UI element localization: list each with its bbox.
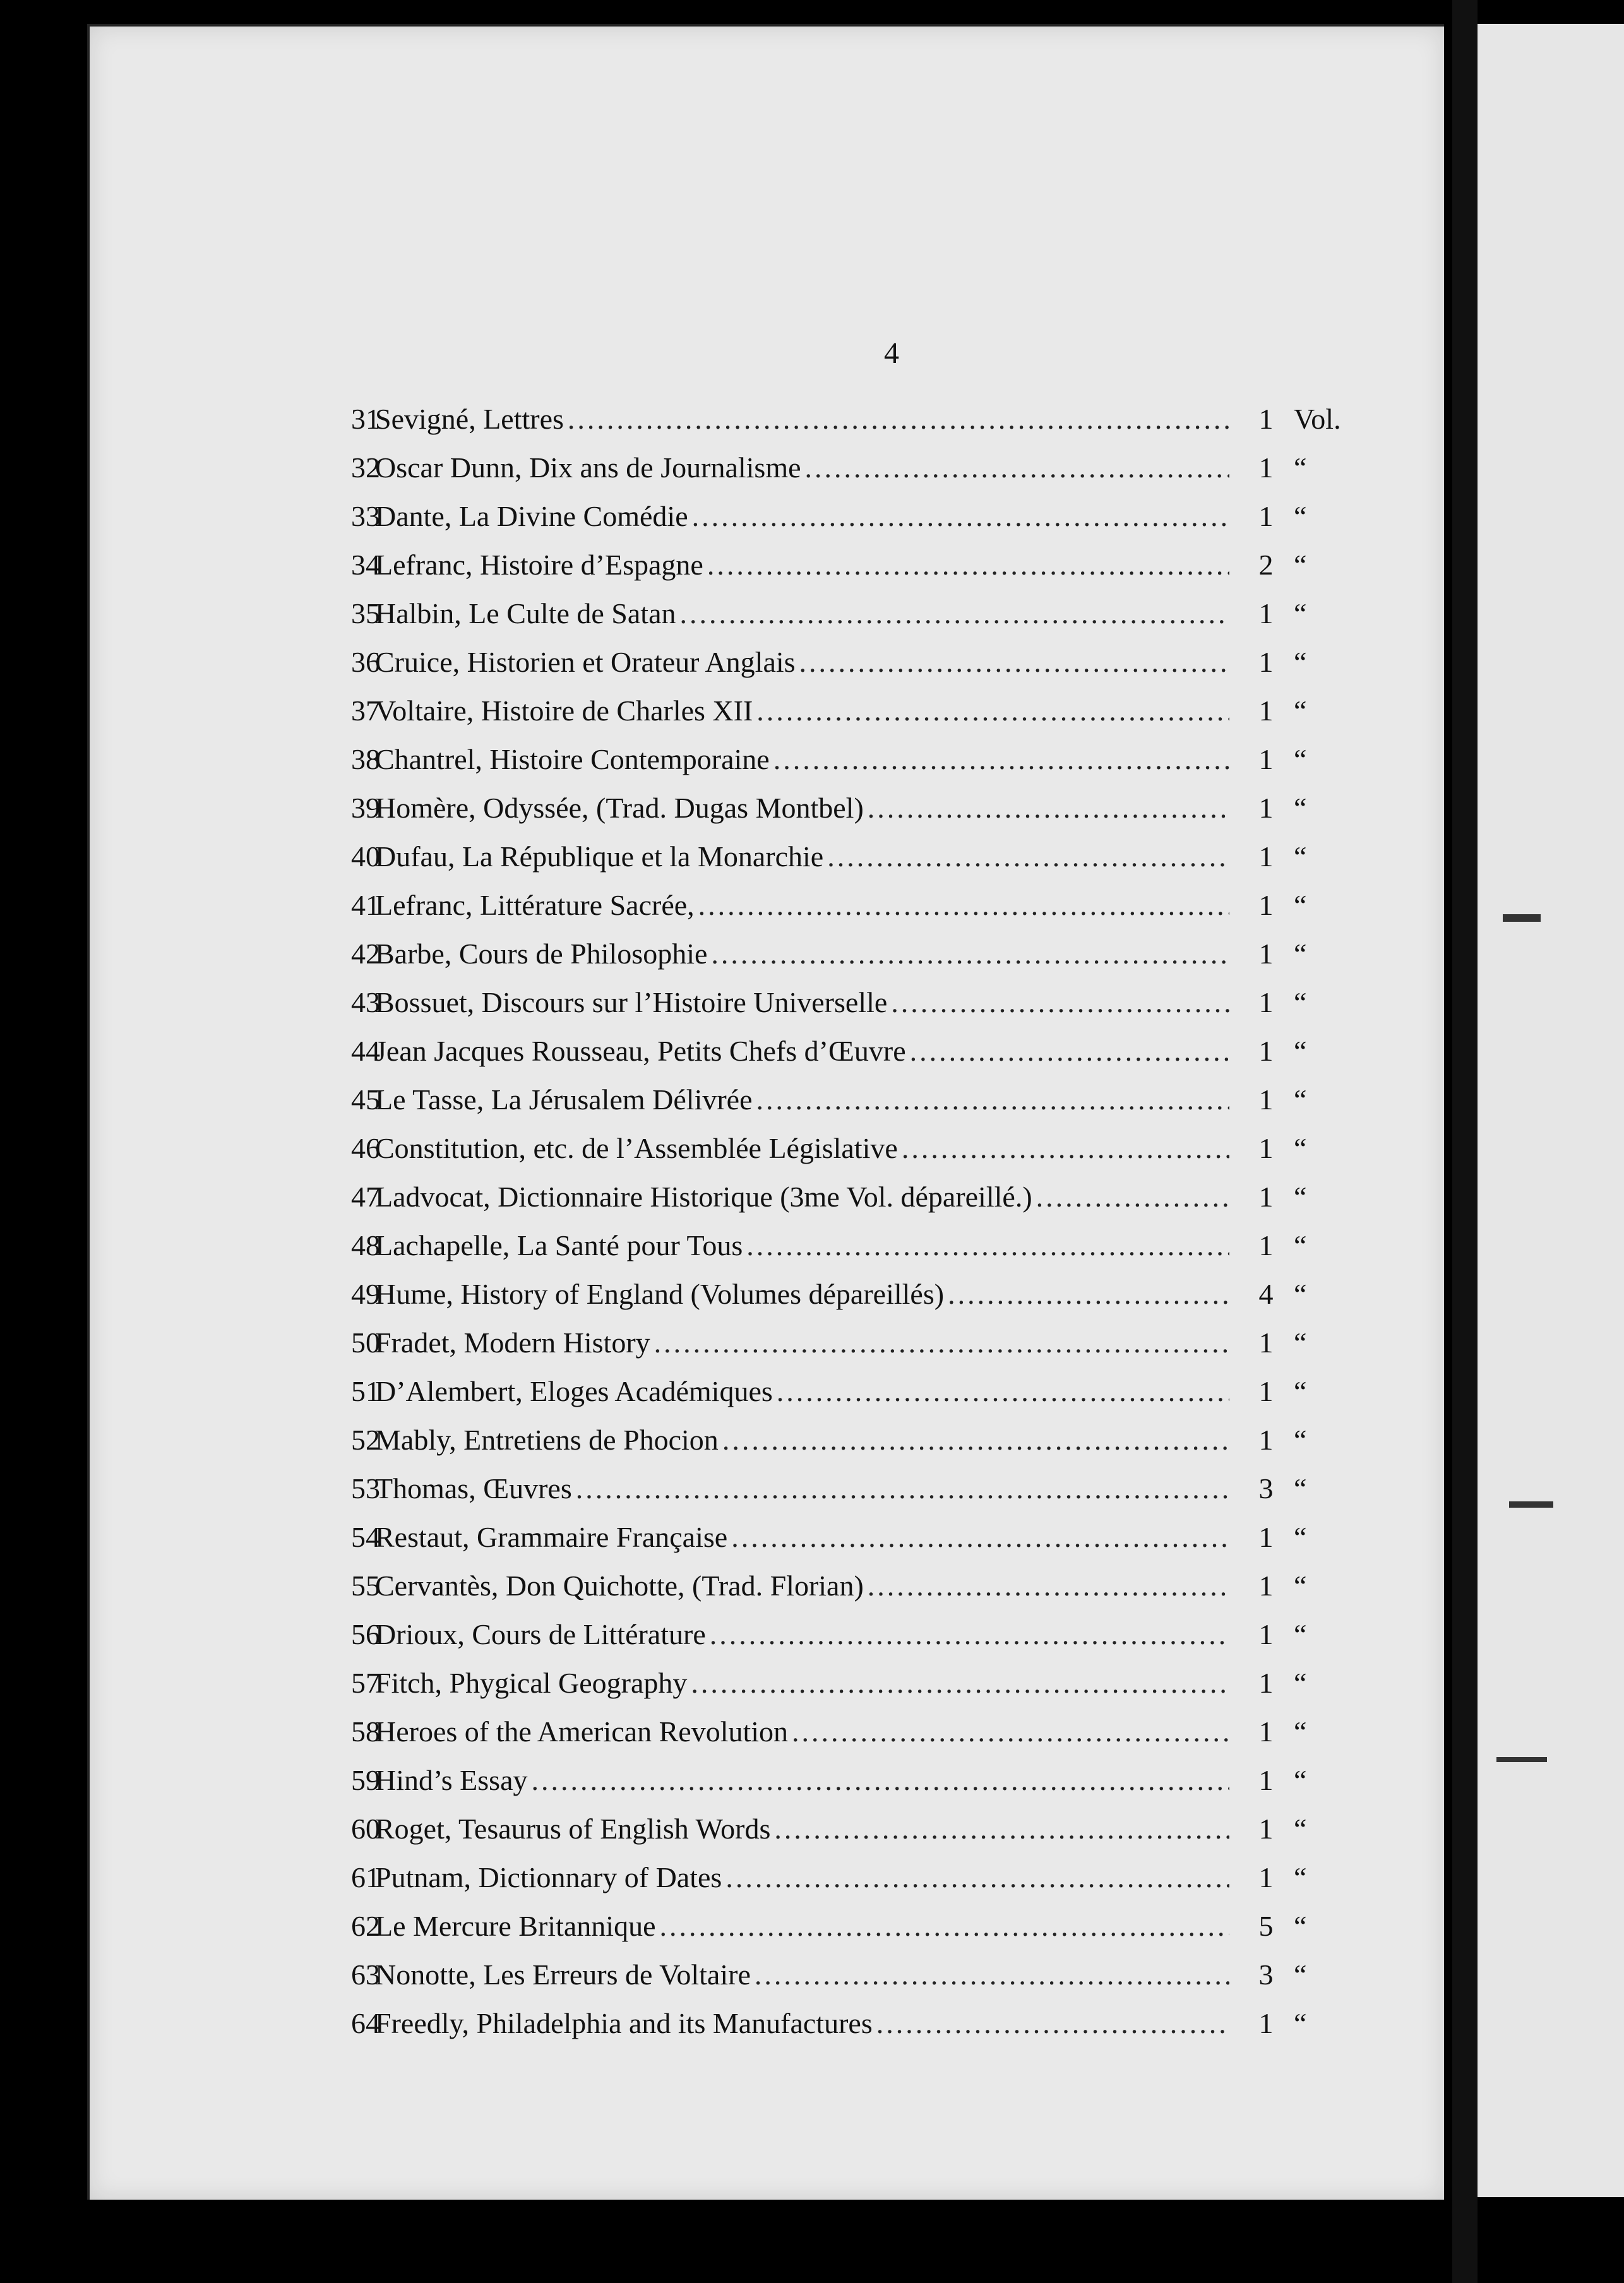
catalogue-entry: [90, 1958, 1444, 2006]
catalogue-entry: [90, 499, 1444, 548]
catalogue-entry: [90, 597, 1444, 645]
entry-number: 63: [351, 1958, 380, 1991]
bleed-mark: [1503, 914, 1541, 922]
entry-quantity: 1: [1258, 1861, 1274, 1893]
entry-unit: “: [1294, 986, 1307, 1018]
leader-dots: [773, 742, 1229, 776]
entry-number: 53: [351, 1472, 380, 1505]
entry-quantity: 1: [1258, 938, 1274, 970]
entry-title: Lefranc, Histoire d’Espagne: [375, 549, 703, 581]
entry-unit: “: [1294, 1278, 1307, 1310]
entry-unit: “: [1294, 2007, 1307, 2039]
entry-number: 57: [351, 1667, 380, 1699]
entry-title: D’Alembert, Eloges Académiques: [375, 1375, 773, 1407]
entry-unit: “: [1294, 694, 1307, 727]
entry-text-line: [375, 1763, 1229, 1797]
entry-unit: “: [1294, 1132, 1307, 1164]
entry-unit: “: [1294, 597, 1307, 629]
leader-dots: [755, 1958, 1229, 1991]
entry-text-line: [375, 597, 1229, 630]
entry-unit: “: [1294, 1472, 1307, 1505]
entry-quantity: 1: [1258, 1035, 1274, 1067]
page-sheet: [87, 24, 1444, 2200]
entry-quantity: 5: [1258, 1910, 1274, 1942]
entry-text-line: [375, 1666, 1229, 1700]
entry-text-line: [375, 1569, 1229, 1602]
leader-dots: [805, 451, 1229, 484]
entry-number: 34: [351, 549, 380, 581]
catalogue-entry: [90, 1763, 1444, 1812]
entry-unit: “: [1294, 500, 1307, 532]
entry-text-line: [375, 2006, 1229, 2040]
entry-number: 44: [351, 1035, 380, 1067]
entry-title: Jean Jacques Rousseau, Petits Chefs d’Œuvre: [375, 1035, 906, 1067]
bleed-mark: [1496, 1757, 1547, 1762]
catalogue-entry: [90, 1861, 1444, 1909]
entry-number: 64: [351, 2007, 380, 2039]
entry-number: 61: [351, 1861, 380, 1893]
entry-quantity: 2: [1258, 549, 1274, 581]
leader-dots: [902, 1131, 1229, 1165]
entry-text-line: [375, 791, 1229, 825]
catalogue-entry: [90, 888, 1444, 937]
catalogue-list: [90, 402, 1444, 2055]
entry-quantity: 1: [1258, 986, 1274, 1018]
catalogue-entry: [90, 1374, 1444, 1423]
entry-quantity: 1: [1258, 1132, 1274, 1164]
catalogue-entry: [90, 1569, 1444, 1618]
entry-quantity: 1: [1258, 1618, 1274, 1650]
entry-text-line: [375, 1861, 1229, 1894]
entry-quantity: 1: [1258, 1375, 1274, 1407]
entry-title: Restaut, Grammaire Française: [375, 1521, 728, 1553]
entry-quantity: 1: [1258, 1570, 1274, 1602]
entry-title: Heroes of the American Revolution: [375, 1715, 789, 1748]
entry-unit: “: [1294, 1958, 1307, 1991]
entry-number: 35: [351, 597, 380, 629]
entry-title: Mably, Entretiens de Phocion: [375, 1424, 719, 1456]
entry-number: 49: [351, 1278, 380, 1310]
catalogue-entry: [90, 1034, 1444, 1083]
entry-number: 38: [351, 743, 380, 775]
entry-number: 55: [351, 1570, 380, 1602]
entry-unit: “: [1294, 889, 1307, 921]
entry-text-line: [375, 499, 1229, 533]
entry-unit: “: [1294, 1083, 1307, 1116]
entry-title: Putnam, Dictionnary of Dates: [375, 1861, 722, 1893]
binding-edge: [1452, 0, 1478, 2283]
catalogue-entry: [90, 1520, 1444, 1569]
catalogue-entry: [90, 645, 1444, 694]
entry-title: Barbe, Cours de Philosophie: [375, 938, 708, 970]
entry-text-line: [375, 1180, 1229, 1213]
catalogue-entry: [90, 1909, 1444, 1958]
leader-dots: [711, 937, 1229, 970]
leader-dots: [532, 1763, 1230, 1797]
entry-unit: “: [1294, 1375, 1307, 1407]
entry-number: 58: [351, 1715, 380, 1748]
catalogue-entry: [90, 548, 1444, 597]
leader-dots: [799, 645, 1229, 679]
leader-dots: [654, 1326, 1229, 1359]
entry-number: 56: [351, 1618, 380, 1650]
entry-number: 41: [351, 889, 380, 921]
leader-dots: [756, 1083, 1229, 1116]
catalogue-entry: [90, 1180, 1444, 1229]
entry-number: 42: [351, 938, 380, 970]
catalogue-entry: [90, 1812, 1444, 1861]
entry-unit: “: [1294, 1035, 1307, 1067]
catalogue-entry: [90, 402, 1444, 451]
entry-title: Voltaire, Histoire de Charles XII: [375, 694, 753, 727]
entry-quantity: 1: [1258, 451, 1274, 484]
entry-quantity: 1: [1258, 1667, 1274, 1699]
catalogue-entry: [90, 1229, 1444, 1277]
leader-dots: [868, 1569, 1229, 1602]
entry-text-line: [375, 1423, 1229, 1457]
entry-number: 36: [351, 646, 380, 678]
entry-title: Nonotte, Les Erreurs de Voltaire: [375, 1958, 751, 1991]
leader-dots: [698, 888, 1229, 922]
leader-dots: [948, 1277, 1229, 1311]
entry-unit: “: [1294, 1181, 1307, 1213]
catalogue-entry: [90, 2006, 1444, 2055]
leader-dots: [756, 694, 1229, 727]
catalogue-entry: [90, 1472, 1444, 1520]
adjacent-page-edge: [1478, 24, 1624, 2197]
leader-dots: [680, 597, 1230, 630]
entry-quantity: 1: [1258, 743, 1274, 775]
entry-quantity: 1: [1258, 1715, 1274, 1748]
leader-dots: [774, 1812, 1229, 1845]
entry-number: 51: [351, 1375, 380, 1407]
entry-text-line: [375, 1715, 1229, 1748]
leader-dots: [910, 1034, 1229, 1068]
entry-title: Cervantès, Don Quichotte, (Trad. Florian): [375, 1570, 864, 1602]
entry-quantity: 1: [1258, 1424, 1274, 1456]
leader-dots: [876, 2006, 1229, 2040]
entry-quantity: 1: [1258, 840, 1274, 873]
entry-number: 33: [351, 500, 380, 532]
catalogue-entry: [90, 1326, 1444, 1374]
catalogue-entry: [90, 840, 1444, 888]
catalogue-entry: [90, 742, 1444, 791]
entry-unit: Vol.: [1294, 403, 1341, 435]
leader-dots: [659, 1909, 1229, 1943]
entry-quantity: 1: [1258, 646, 1274, 678]
entry-quantity: 1: [1258, 889, 1274, 921]
leader-dots: [707, 548, 1229, 581]
entry-text-line: [375, 694, 1229, 727]
leader-dots: [777, 1374, 1229, 1408]
leader-dots: [692, 499, 1229, 533]
entry-unit: “: [1294, 1667, 1307, 1699]
entry-quantity: 1: [1258, 1521, 1274, 1553]
entry-number: 59: [351, 1764, 380, 1796]
leader-dots: [792, 1715, 1229, 1748]
entry-unit: “: [1294, 743, 1307, 775]
leader-dots: [710, 1618, 1229, 1651]
entry-text-line: [375, 986, 1229, 1019]
entry-unit: “: [1294, 1813, 1307, 1845]
entry-number: 50: [351, 1326, 380, 1359]
leader-dots: [725, 1861, 1229, 1894]
entry-unit: “: [1294, 1570, 1307, 1602]
entry-title: Constitution, etc. de l’Assemblée Législative: [375, 1132, 898, 1164]
entry-title: Hind’s Essay: [375, 1764, 528, 1796]
entry-title: Bossuet, Discours sur l’Histoire Universelle: [375, 986, 888, 1018]
entry-number: 43: [351, 986, 380, 1018]
entry-quantity: 1: [1258, 1229, 1274, 1261]
entry-text-line: [375, 548, 1229, 581]
entry-quantity: 1: [1258, 2007, 1274, 2039]
leader-dots: [576, 1472, 1229, 1505]
entry-unit: “: [1294, 1764, 1307, 1796]
entry-unit: “: [1294, 1521, 1307, 1553]
entry-unit: “: [1294, 1326, 1307, 1359]
catalogue-entry: [90, 986, 1444, 1034]
entry-title: Chantrel, Histoire Contemporaine: [375, 743, 770, 775]
entry-number: 62: [351, 1910, 380, 1942]
entry-number: 45: [351, 1083, 380, 1116]
entry-unit: “: [1294, 840, 1307, 873]
entry-title: Dufau, La République et la Monarchie: [375, 840, 824, 873]
entry-unit: “: [1294, 1861, 1307, 1893]
entry-quantity: 1: [1258, 1181, 1274, 1213]
catalogue-entry: [90, 791, 1444, 840]
leader-dots: [746, 1229, 1229, 1262]
catalogue-entry: [90, 1618, 1444, 1666]
entry-unit: “: [1294, 1910, 1307, 1942]
leader-dots: [691, 1666, 1229, 1700]
catalogue-entry: [90, 1715, 1444, 1763]
entry-title: Ladvocat, Dictionnaire Historique (3me Vol. dépareillé.): [375, 1181, 1032, 1213]
entry-unit: “: [1294, 1424, 1307, 1456]
entry-number: 31: [351, 403, 380, 435]
entry-number: 46: [351, 1132, 380, 1164]
entry-text-line: [375, 645, 1229, 679]
entry-title: Fradet, Modern History: [375, 1326, 650, 1359]
entry-quantity: 1: [1258, 1326, 1274, 1359]
entry-number: 40: [351, 840, 380, 873]
entry-title: Fitch, Phygical Geography: [375, 1667, 688, 1699]
entry-title: Dante, La Divine Comédie: [375, 500, 688, 532]
entry-unit: “: [1294, 646, 1307, 678]
entry-title: Lefranc, Littérature Sacrée,: [375, 889, 695, 921]
entry-text-line: [375, 1277, 1229, 1311]
entry-quantity: 1: [1258, 1813, 1274, 1845]
catalogue-entry: [90, 451, 1444, 499]
entry-text-line: [375, 937, 1229, 970]
catalogue-entry: [90, 1131, 1444, 1180]
entry-title: Roget, Tesaurus of English Words: [375, 1813, 771, 1845]
entry-number: 54: [351, 1521, 380, 1553]
entry-quantity: 1: [1258, 1083, 1274, 1116]
entry-text-line: [375, 1374, 1229, 1408]
entry-text-line: [375, 1083, 1229, 1116]
leader-dots: [1036, 1180, 1229, 1213]
entry-title: Halbin, Le Culte de Satan: [375, 597, 676, 629]
catalogue-entry: [90, 1277, 1444, 1326]
leader-dots: [868, 791, 1229, 825]
entry-number: 37: [351, 694, 380, 727]
entry-quantity: 1: [1258, 597, 1274, 629]
entry-text-line: [375, 1034, 1229, 1068]
entry-title: Thomas, Œuvres: [375, 1472, 572, 1505]
entry-title: Cruice, Historien et Orateur Anglais: [375, 646, 796, 678]
entry-quantity: 3: [1258, 1958, 1274, 1991]
catalogue-entry: [90, 1423, 1444, 1472]
bleed-mark: [1509, 1501, 1553, 1508]
entry-text-line: [375, 402, 1229, 436]
entry-number: 32: [351, 451, 380, 484]
entry-text-line: [375, 840, 1229, 873]
entry-unit: “: [1294, 1229, 1307, 1261]
entry-text-line: [375, 1958, 1229, 1991]
leader-dots: [891, 986, 1229, 1019]
entry-title: Freedly, Philadelphia and its Manufactures: [375, 2007, 873, 2039]
entry-title: Lachapelle, La Santé pour Tous: [375, 1229, 743, 1261]
entry-text-line: [375, 1520, 1229, 1554]
entry-text-line: [375, 1229, 1229, 1262]
leader-dots: [568, 402, 1229, 436]
entry-unit: “: [1294, 451, 1307, 484]
entry-title: Sevigné, Lettres: [375, 403, 564, 435]
entry-title: Oscar Dunn, Dix ans de Journalisme: [375, 451, 801, 484]
entry-title: Hume, History of England (Volumes dépareillés): [375, 1278, 945, 1310]
entry-text-line: [375, 888, 1229, 922]
entry-unit: “: [1294, 938, 1307, 970]
entry-text-line: [375, 1326, 1229, 1359]
entry-number: 39: [351, 792, 380, 824]
entry-title: Le Mercure Britannique: [375, 1910, 656, 1942]
leader-dots: [731, 1520, 1229, 1554]
entry-number: 60: [351, 1813, 380, 1845]
leader-dots: [722, 1423, 1229, 1457]
entry-text-line: [375, 1909, 1229, 1943]
entry-quantity: 1: [1258, 500, 1274, 532]
entry-number: 52: [351, 1424, 380, 1456]
entry-unit: “: [1294, 549, 1307, 581]
entry-unit: “: [1294, 1618, 1307, 1650]
entry-quantity: 1: [1258, 694, 1274, 727]
entry-text-line: [375, 1812, 1229, 1845]
entry-unit: “: [1294, 1715, 1307, 1748]
entry-title: Drioux, Cours de Littérature: [375, 1618, 706, 1650]
entry-text-line: [375, 742, 1229, 776]
leader-dots: [827, 840, 1229, 873]
entry-text-line: [375, 1472, 1229, 1505]
entry-quantity: 1: [1258, 403, 1274, 435]
entry-number: 47: [351, 1181, 380, 1213]
entry-quantity: 1: [1258, 792, 1274, 824]
entry-text-line: [375, 1131, 1229, 1165]
page-number: 4: [884, 337, 899, 370]
catalogue-entry: [90, 937, 1444, 986]
entry-title: Homère, Odyssée, (Trad. Dugas Montbel): [375, 792, 864, 824]
entry-title: Le Tasse, La Jérusalem Délivrée: [375, 1083, 753, 1116]
catalogue-entry: [90, 1083, 1444, 1131]
entry-unit: “: [1294, 792, 1307, 824]
entry-quantity: 1: [1258, 1764, 1274, 1796]
entry-text-line: [375, 451, 1229, 484]
entry-quantity: 3: [1258, 1472, 1274, 1505]
entry-number: 48: [351, 1229, 380, 1261]
catalogue-entry: [90, 694, 1444, 742]
catalogue-entry: [90, 1666, 1444, 1715]
entry-text-line: [375, 1618, 1229, 1651]
entry-quantity: 4: [1258, 1278, 1274, 1310]
